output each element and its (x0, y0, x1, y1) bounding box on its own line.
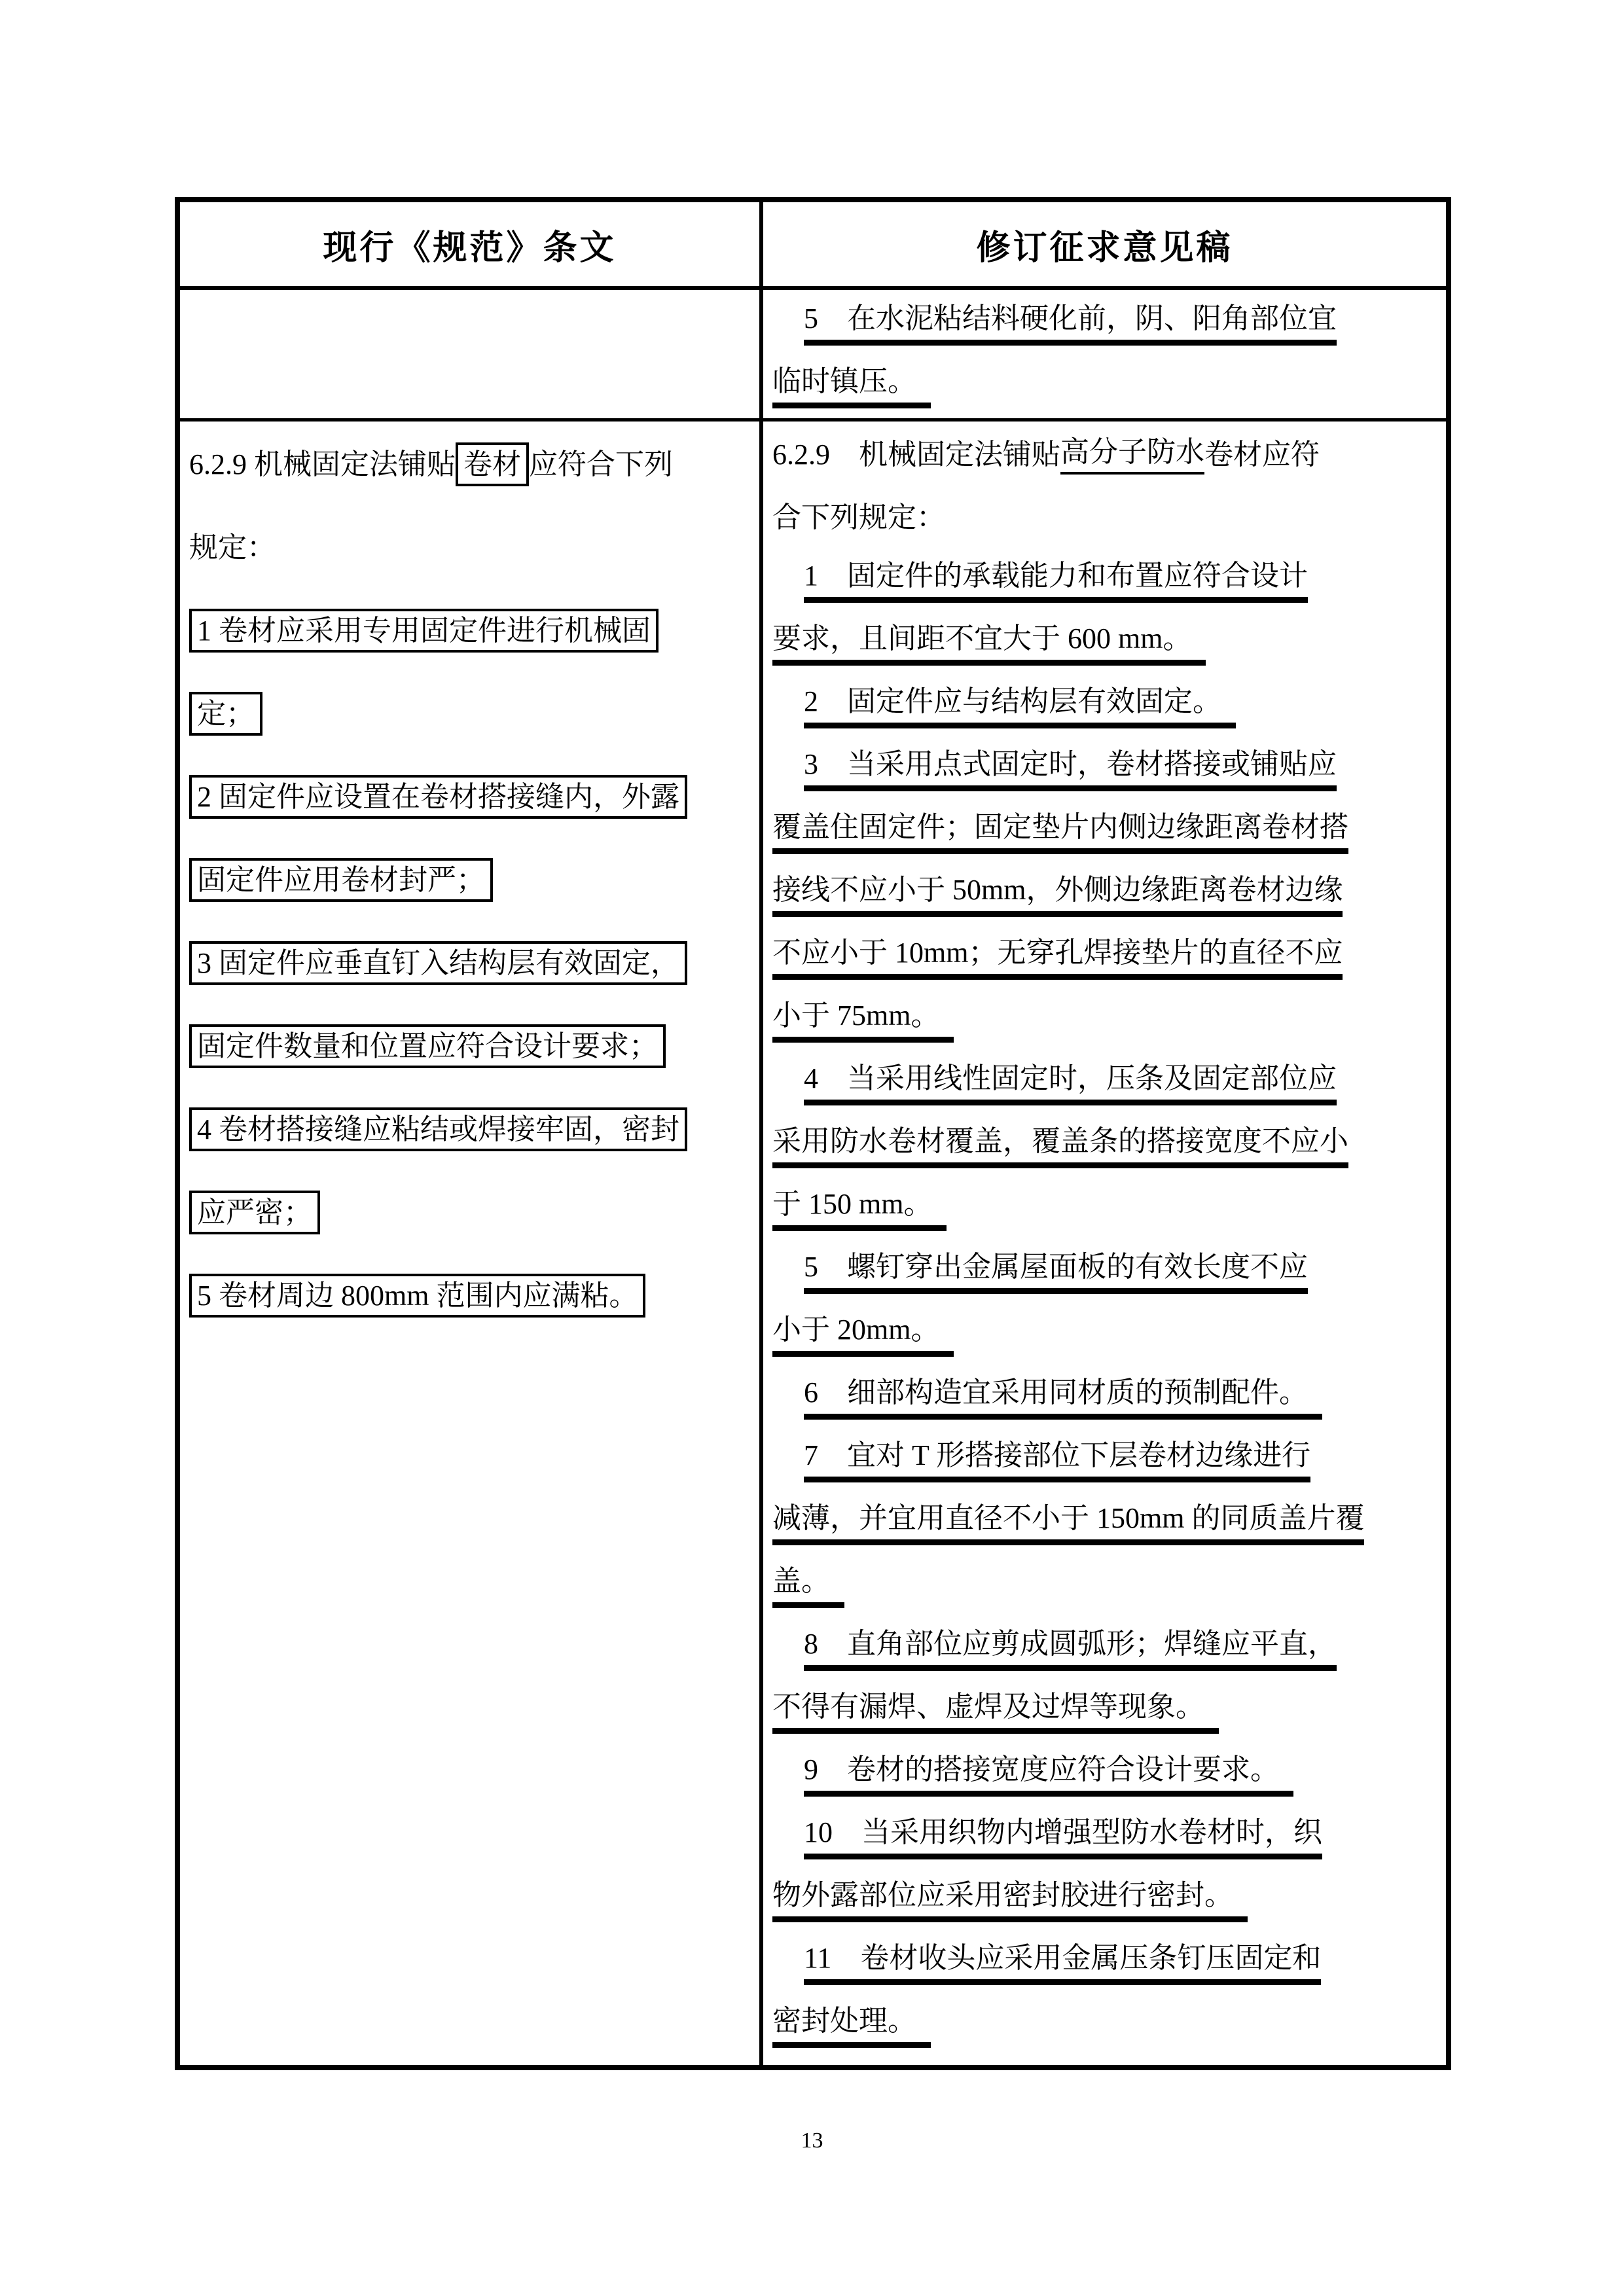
column-header-current-spec: 现行《规范》条文 (323, 229, 617, 267)
text-line (772, 291, 1437, 354)
added-underlined-text: 5 螺钉穿出金属屋面板的有效长度不应 (804, 1249, 1308, 1294)
text-line (772, 988, 1437, 1051)
text-line (772, 1554, 1437, 1617)
text-line (772, 1051, 1437, 1114)
added-underlined-text: 小于 20mm。 (772, 1312, 954, 1357)
added-underlined-text: 小于 75mm。 (772, 997, 954, 1043)
added-underlined-text: 5 在水泥粘结料硬化前，阴、阳角部位宜 (804, 300, 1337, 346)
added-underlined-text: 覆盖住固定件；固定垫片内侧边缘距离卷材搭 (772, 809, 1348, 854)
text-line (189, 1088, 750, 1171)
text-line (189, 922, 750, 1005)
plain-text: 卷材应符 (1204, 438, 1320, 471)
text-line (189, 672, 750, 755)
text-line (772, 354, 1437, 417)
added-underlined-text: 于 150 mm。 (772, 1186, 947, 1231)
deleted-boxed-text: 固定件数量和位置应符合设计要求； (189, 1024, 666, 1068)
column-header-revised-draft: 修订征求意见稿 (759, 202, 1446, 286)
added-underlined-text: 采用防水卷材覆盖，覆盖条的搭接宽度不应小 (772, 1123, 1348, 1168)
added-underlined-text: 不得有漏焊、虚焊及过焊等现象。 (772, 1689, 1219, 1734)
cell-row2-revised-draft (759, 418, 1446, 2065)
added-underlined-text: 要求，且间距不宜大于 600 mm。 (772, 620, 1206, 666)
text-line (772, 863, 1437, 925)
added-underlined-text: 高分子防水 (1060, 434, 1204, 475)
deleted-boxed-text: 固定件应用卷材封严； (189, 858, 493, 902)
text-line (189, 755, 750, 838)
added-underlined-text: 3 当采用点式固定时，卷材搭接或铺贴应 (804, 746, 1337, 791)
deleted-boxed-text: 应严密； (189, 1191, 320, 1234)
text-line (772, 1994, 1437, 2056)
added-underlined-text: 9 卷材的搭接宽度应符合设计要求。 (804, 1751, 1293, 1797)
added-underlined-text: 物外露部位应采用密封胶进行密封。 (772, 1877, 1248, 1922)
added-underlined-text: 接线不应小于 50mm，外侧边缘距离卷材边缘 (772, 872, 1343, 917)
deleted-boxed-text: 卷材 (456, 442, 529, 486)
cell-row1-revised-draft (759, 286, 1446, 418)
text-line (772, 1742, 1437, 1805)
added-underlined-text: 盖。 (772, 1563, 844, 1608)
text-line (772, 548, 1437, 611)
text-line (772, 925, 1437, 988)
text-line (772, 1365, 1437, 1428)
text-line (772, 1805, 1437, 1868)
text-line (772, 674, 1437, 737)
added-underlined-text: 8 直角部位应剪成圆弧形；焊缝应平直， (804, 1626, 1337, 1671)
text-line (772, 1240, 1437, 1302)
revision-comparison-table (175, 197, 1451, 2070)
plain-text: 6.2.9 机械固定法铺贴 (189, 448, 456, 480)
cell-row2-current-spec (180, 418, 759, 2065)
plain-text: 应符合下列 (529, 448, 673, 480)
text-line (772, 1931, 1437, 1994)
added-underlined-text: 密封处理。 (772, 2003, 931, 2048)
added-underlined-text: 减薄，并宜用直径不小于 150mm 的同质盖片覆 (772, 1500, 1364, 1545)
added-underlined-text: 6 细部构造宜采用同材质的预制配件。 (804, 1374, 1322, 1420)
text-line (772, 737, 1437, 800)
text-line (189, 1171, 750, 1254)
deleted-boxed-text: 4 卷材搭接缝应粘结或焊接牢固，密封 (189, 1107, 687, 1151)
plain-text: 6.2.9 机械固定法铺贴 (772, 438, 1060, 471)
text-line (772, 423, 1437, 486)
text-line (189, 838, 750, 922)
cell-row1-current-spec (180, 286, 759, 418)
deleted-boxed-text: 2 固定件应设置在卷材搭接缝内，外露 (189, 775, 687, 819)
text-line (772, 1491, 1437, 1554)
added-underlined-text: 7 宜对 T 形搭接部位下层卷材边缘进行 (804, 1437, 1310, 1482)
text-line (772, 1617, 1437, 1679)
text-line (772, 486, 1437, 548)
added-underlined-text: 临时镇压。 (772, 363, 931, 408)
plain-text: 合下列规定： (772, 501, 945, 533)
text-line (772, 800, 1437, 863)
added-underlined-text: 1 固定件的承载能力和布置应符合设计 (804, 558, 1308, 603)
deleted-boxed-text: 5 卷材周边 800mm 范围内应满粘。 (189, 1274, 645, 1318)
text-line (772, 1428, 1437, 1491)
deleted-boxed-text: 1 卷材应采用专用固定件进行机械固 (189, 609, 659, 653)
text-line (772, 1177, 1437, 1240)
text-line (772, 1868, 1437, 1931)
text-line (189, 589, 750, 672)
added-underlined-text: 2 固定件应与结构层有效固定。 (804, 683, 1236, 728)
added-underlined-text: 不应小于 10mm；无穿孔焊接垫片的直径不应 (772, 935, 1343, 980)
text-line (189, 1254, 750, 1337)
plain-text: 规定： (189, 531, 276, 564)
text-line (772, 1302, 1437, 1365)
deleted-boxed-text: 定； (189, 692, 262, 736)
text-line (189, 1005, 750, 1088)
text-line (772, 611, 1437, 674)
added-underlined-text: 4 当采用线性固定时，压条及固定部位应 (804, 1060, 1337, 1105)
deleted-boxed-text: 3 固定件应垂直钉入结构层有效固定， (189, 941, 687, 985)
added-underlined-text: 11 卷材收头应采用金属压条钉压固定和 (804, 1940, 1321, 1985)
text-line (189, 423, 750, 506)
text-line (772, 1679, 1437, 1742)
page-number: 13 (801, 2128, 823, 2153)
text-line (772, 1114, 1437, 1177)
text-line (189, 506, 750, 589)
added-underlined-text: 10 当采用织物内增强型防水卷材时，织 (804, 1814, 1322, 1859)
